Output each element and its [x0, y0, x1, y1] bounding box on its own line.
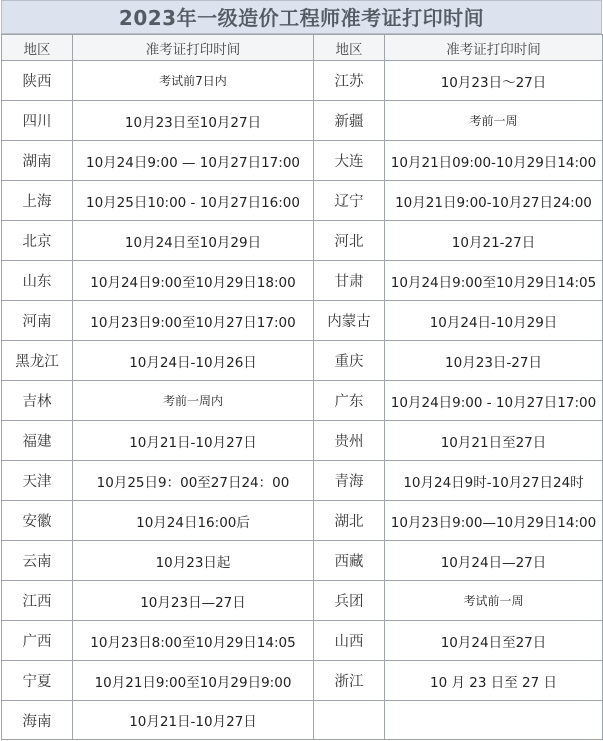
region-cell: 广西: [2, 621, 73, 661]
region-cell: 河南: [2, 301, 73, 341]
region-cell: 贵州: [314, 421, 385, 461]
time-cell: 10月23日—27日: [73, 581, 314, 621]
time-cell: 考试前7日内: [73, 61, 314, 101]
table-row: [2, 621, 603, 661]
table-row: [2, 381, 603, 421]
header-region-right: 地区: [314, 35, 385, 61]
region-cell: 黑龙江: [2, 341, 73, 381]
time-cell: 10月21日9:00至10月29日9:00: [73, 661, 314, 701]
region-cell: 兵团: [314, 581, 385, 621]
table-row: [2, 701, 603, 740]
region-cell: 江西: [2, 581, 73, 621]
table-row: [2, 581, 603, 621]
header-time-right: 准考证打印时间: [385, 35, 603, 61]
time-cell: 10月25日9：00至27日24：00: [73, 461, 314, 501]
region-cell: 河北: [314, 221, 385, 261]
time-cell: 10月24日—27日: [385, 541, 603, 581]
region-cell: [314, 701, 385, 740]
table-row: [2, 661, 603, 701]
table-body: [2, 61, 603, 740]
time-cell: 考前一周: [385, 101, 603, 141]
time-cell: 10月24日-10月26日: [73, 341, 314, 381]
time-cell: 考前一周内: [73, 381, 314, 421]
table-row: [2, 541, 603, 581]
time-cell: 10月21-27日: [385, 221, 603, 261]
table-title: 2023年一级造价工程师准考证打印时间: [1, 0, 602, 34]
time-cell: 10月23日9:00—10月29日14:00: [385, 501, 603, 541]
region-cell: 重庆: [314, 341, 385, 381]
time-cell: 10月24日-10月29日: [385, 301, 603, 341]
region-cell: 北京: [2, 221, 73, 261]
time-cell: 10月24日9:00至10月29日14:05: [385, 261, 603, 301]
region-cell: 山东: [2, 261, 73, 301]
table-row: [2, 221, 603, 261]
header-region-left: 地区: [2, 35, 73, 61]
time-cell: 10月23日～27日: [385, 61, 603, 101]
time-cell: 10月23日9:00至10月27日17:00: [73, 301, 314, 341]
table-row: [2, 501, 603, 541]
region-cell: 大连: [314, 141, 385, 181]
time-cell: 10月23日起: [73, 541, 314, 581]
region-cell: 陕西: [2, 61, 73, 101]
time-cell: 10月21日09:00-10月29日14:00: [385, 141, 603, 181]
table-row: [2, 421, 603, 461]
time-cell: 10月21日-10月27日: [73, 421, 314, 461]
time-cell: 10月24日9:00 — 10月27日17:00: [73, 141, 314, 181]
region-cell: 湖南: [2, 141, 73, 181]
region-cell: 西藏: [314, 541, 385, 581]
schedule-table: [1, 34, 603, 740]
region-cell: 湖北: [314, 501, 385, 541]
region-cell: 福建: [2, 421, 73, 461]
region-cell: 辽宁: [314, 181, 385, 221]
time-cell: 10月24日9时-10月27日24时: [385, 461, 603, 501]
region-cell: 浙江: [314, 661, 385, 701]
header-time-left: 准考证打印时间: [73, 35, 314, 61]
time-cell: 10月21日至27日: [385, 421, 603, 461]
region-cell: 江苏: [314, 61, 385, 101]
time-cell: 10月23日至10月27日: [73, 101, 314, 141]
region-cell: 吉林: [2, 381, 73, 421]
time-cell: 10月23日-27日: [385, 341, 603, 381]
table-row: [2, 101, 603, 141]
header-row: [2, 35, 603, 61]
time-cell: 10月25日10:00 - 10月27日16:00: [73, 181, 314, 221]
region-cell: 安徽: [2, 501, 73, 541]
time-cell: 考试前一周: [385, 581, 603, 621]
region-cell: 海南: [2, 701, 73, 740]
region-cell: 青海: [314, 461, 385, 501]
time-cell: 10月24日至10月29日: [73, 221, 314, 261]
region-cell: 四川: [2, 101, 73, 141]
region-cell: 天津: [2, 461, 73, 501]
region-cell: 山西: [314, 621, 385, 661]
time-cell: 10月21日-10月27日: [73, 701, 314, 740]
region-cell: 内蒙古: [314, 301, 385, 341]
region-cell: 新疆: [314, 101, 385, 141]
time-cell: 10月24日至27日: [385, 621, 603, 661]
time-cell: 10月21日9:00-10月27日24:00: [385, 181, 603, 221]
time-cell: 10月24日16:00后: [73, 501, 314, 541]
table-row: [2, 301, 603, 341]
region-cell: 上海: [2, 181, 73, 221]
table-row: [2, 141, 603, 181]
time-cell: 10月24日9:00至10月29日18:00: [73, 261, 314, 301]
time-cell: [385, 701, 603, 740]
region-cell: 宁夏: [2, 661, 73, 701]
region-cell: 甘肃: [314, 261, 385, 301]
table-row: [2, 261, 603, 301]
exam-admission-schedule: [1, 0, 602, 740]
time-cell: 10 月 23 日至 27 日: [385, 661, 603, 701]
table-row: [2, 181, 603, 221]
region-cell: 广东: [314, 381, 385, 421]
table-row: [2, 61, 603, 101]
table-row: [2, 341, 603, 381]
time-cell: 10月23日8:00至10月29日14:05: [73, 621, 314, 661]
time-cell: 10月24日9:00 - 10月27日17:00: [385, 381, 603, 421]
table-row: [2, 461, 603, 501]
region-cell: 云南: [2, 541, 73, 581]
